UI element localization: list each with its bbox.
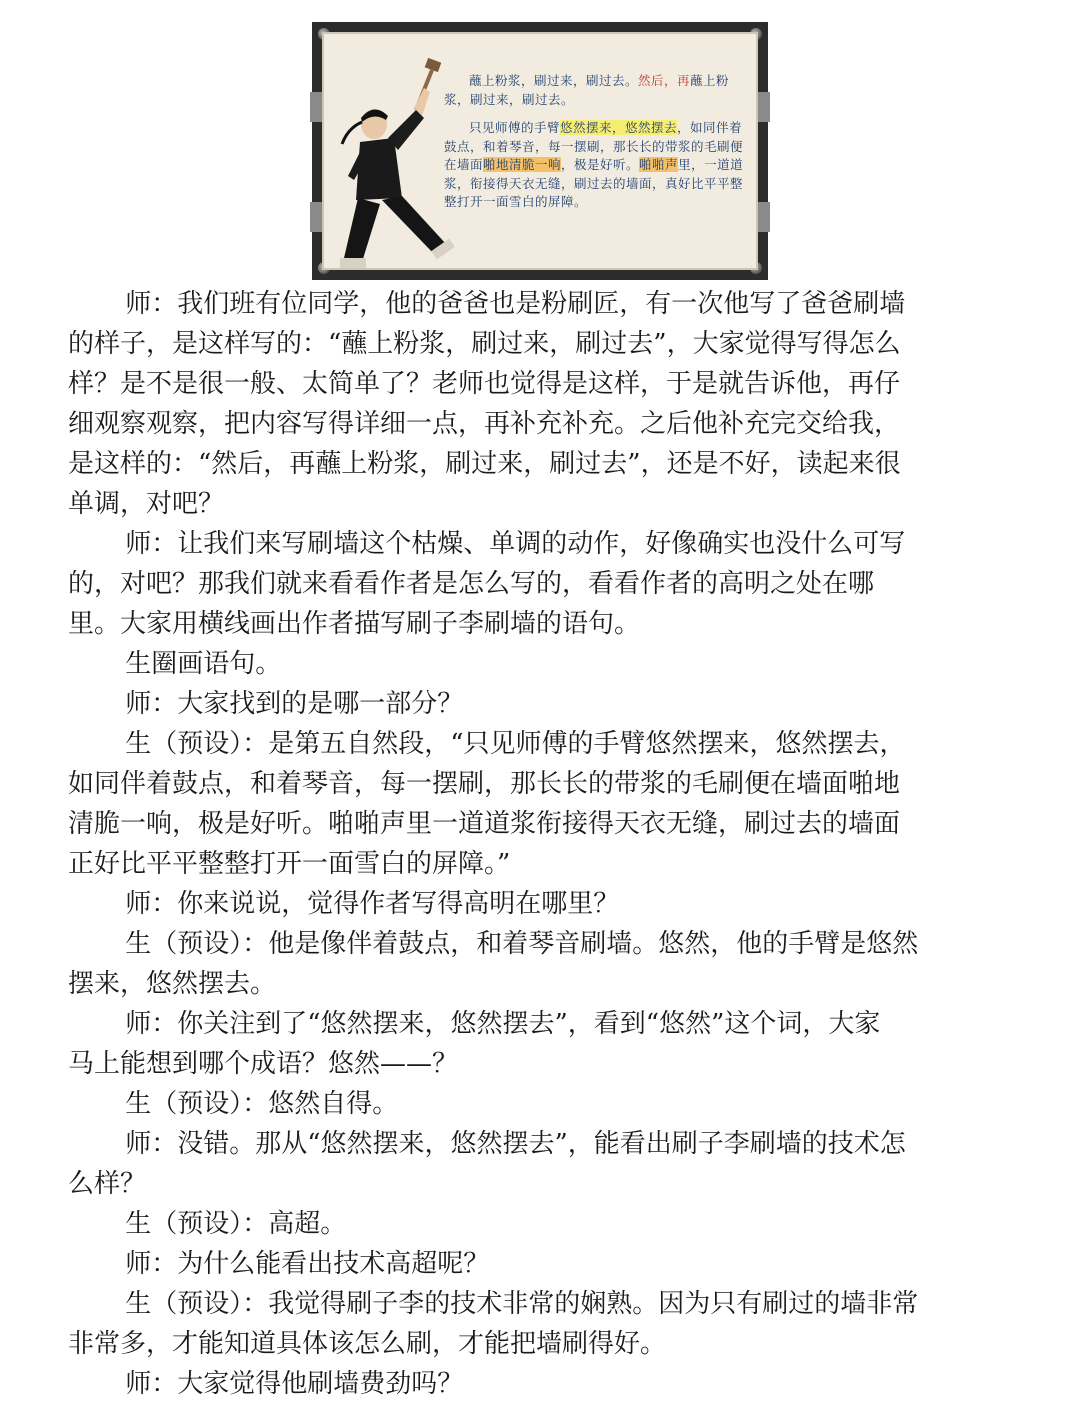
transcript-line: 生（预设）：高超。 — [125, 1209, 347, 1239]
transcript-line: 师：为什么能看出技术高超呢？ — [125, 1249, 490, 1279]
transcript-line: 非常多，才能知道具体该怎么刷，才能把墙刷得好。 — [68, 1329, 667, 1359]
transcript-line: 细观察观察，把内容写得详细一点，再补充补充。之后他补充完交给我， — [68, 409, 901, 439]
transcript-line: 的，对吧？那我们就来看看作者是怎么写的，看看作者的高明之处在哪 — [68, 569, 875, 599]
transcript-line: 是这样的：“然后，再蘸上粉浆，刷过来，刷过去”，还是不好，读起来很 — [68, 449, 901, 479]
transcript-line: 里。大家用横线画出作者描写刷子李刷墙的语句。 — [68, 609, 641, 639]
transcript-line: 师：让我们来写刷墙这个枯燥、单调的动作，好像确实也没什么可写 — [125, 529, 906, 559]
transcript-line: 师：我们班有位同学，他的爸爸也是粉刷匠，有一次他写了爸爸刷墙 — [125, 289, 906, 319]
transcript-line: 单调，对吧？ — [68, 489, 225, 519]
slide-paragraph-2: 只见师傅的手臂悠然摆来，悠然摆去，如同伴着鼓点，和着琴音，每一摆刷，那长长的带浆的毛刷便在墙面啪地清脆一响，极是好听。啪啪声里，一道道浆，衔接得天衣无缝，刷过去的墙面，真好比平平整整打开一面雪白的屏障。 — [444, 120, 744, 209]
transcript-line: 生（预设）：是第五自然段，“只见师傅的手臂悠然摆来，悠然摆去， — [125, 729, 906, 759]
frame-band — [310, 202, 322, 232]
lesson-transcript — [68, 284, 1012, 1404]
slide-panel — [322, 32, 758, 270]
transcript-line: 清脆一响，极是好听。啪啪声里一道道浆衔接得天衣无缝，刷过去的墙面 — [68, 809, 901, 839]
transcript-line: 如同伴着鼓点，和着琴音，每一摆刷，那长长的带浆的毛刷便在墙面啪地 — [68, 769, 901, 799]
transcript-line: 生圈画语句。 — [125, 649, 282, 679]
transcript-line: 师：大家觉得他刷墙费劲吗？ — [125, 1369, 464, 1399]
transcript-line: 生（预设）：他是像伴着鼓点，和着琴音刷墙。悠然，他的手臂是悠然 — [125, 929, 919, 959]
transcript-line: 生（预设）：我觉得刷子李的技术非常的娴熟。因为只有刷过的墙非常 — [125, 1289, 919, 1319]
transcript-line: 生（预设）：悠然自得。 — [125, 1089, 399, 1119]
transcript-line: 师：没错。那从“悠然摆来，悠然摆去”，能看出刷子李刷墙的技术怎 — [125, 1129, 906, 1159]
slide-paragraph-1: 蘸上粉浆，刷过来，刷过去。然后，再蘸上粉浆，刷过来，刷过去。 — [444, 73, 730, 107]
transcript-line: 么样？ — [68, 1169, 147, 1199]
transcript-line: 师：你来说说，觉得作者写得高明在哪里？ — [125, 889, 620, 919]
transcript-line: 师：你关注到了“悠然摆来，悠然摆去”，看到“悠然”这个词，大家 — [125, 1009, 881, 1039]
transcript-line: 样？是不是很一般、太简单了？老师也觉得是这样，于是就告诉他，再仔 — [68, 369, 901, 399]
frame-band — [310, 92, 322, 122]
slide-text — [444, 72, 744, 212]
transcript-line: 摆来，悠然摆去。 — [68, 969, 277, 999]
frame-band — [758, 202, 770, 232]
transcript-line: 正好比平平整整打开一面雪白的屏障。” — [68, 849, 511, 879]
frame-band — [758, 92, 770, 122]
lesson-slide-image — [312, 22, 768, 280]
transcript-line: 师：大家找到的是哪一部分？ — [125, 689, 464, 719]
transcript-line: 的样子，是这样写的：“蘸上粉浆，刷过来，刷过去”，大家觉得写得怎么 — [68, 329, 901, 359]
transcript-line: 马上能想到哪个成语？悠然——？ — [68, 1049, 459, 1079]
